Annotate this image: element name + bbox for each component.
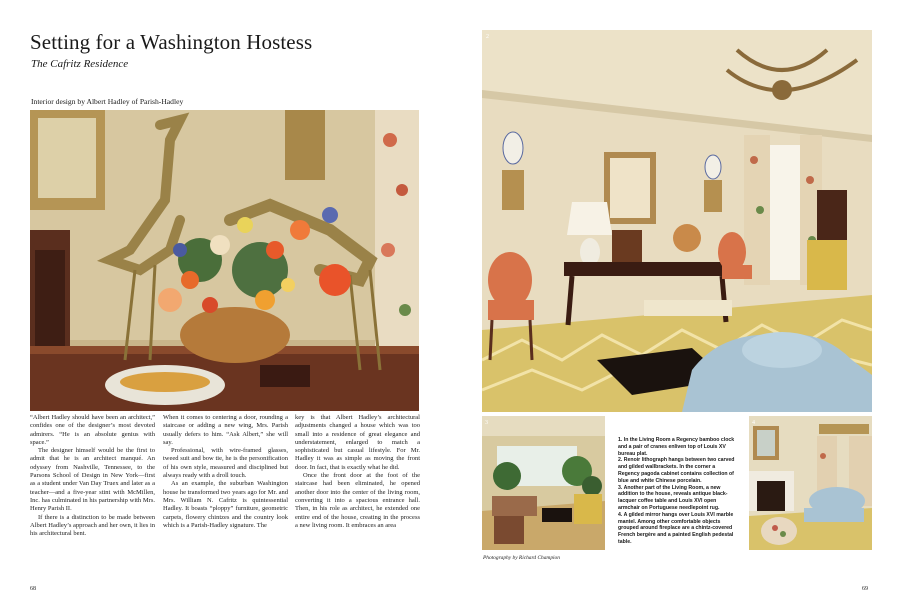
photo-number-2: 2 bbox=[486, 34, 489, 40]
photo-living-room bbox=[482, 30, 872, 412]
page-number-left: 68 bbox=[30, 586, 36, 592]
photo-captions bbox=[618, 437, 738, 546]
body-column-3 bbox=[295, 414, 420, 530]
paragraph: As an example, the suburban Washington house he transformed two years ago for Mr. and Mrs. William N. Cafritz is quintessential Hadley. It boasts “ploppy” furniture, geometric carpets, flowery chintzes and the country look which is a Parish-Hadley signature. The bbox=[163, 480, 288, 529]
caption-1: 1. In the Living Room a Regency bamboo clock and a pair of cranes enliven top of Louis XV bureau plat. bbox=[618, 437, 735, 457]
paragraph: “Albert Hadley should have been an architect,” confides one of the designer’s most devoted admirers. “He is an absolute genius with space.” bbox=[30, 414, 155, 446]
photo-cranes-flower-arrangement bbox=[30, 110, 419, 411]
body-column-2 bbox=[163, 414, 288, 530]
designer-credit: Interior design by Albert Hadley of Parish-Hadley bbox=[31, 97, 184, 106]
photo-fireplace bbox=[749, 416, 872, 550]
caption-2: 2. Renoir lithograph hangs between two carved and gilded wallbrackets. In the corner a Regency pagoda cabinet contains collection of blue and white Chinese porcelain. bbox=[618, 457, 735, 484]
page-number-right: 69 bbox=[862, 586, 868, 592]
article-subtitle: The Cafritz Residence bbox=[31, 58, 129, 70]
paragraph: key is that Albert Hadley’s architectural adjustments changed a house which was too small into a residence of great elegance and understatement, enlarged to match a sophisticated but casual lifestyle. For Mr. Hadley it was as simple as moving the front door. In fact, that is exactly what he did. bbox=[295, 414, 420, 471]
paragraph: When it comes to centering a door, rounding a staircase or adding a new wing, Mrs. Parish usually defers to him. “Ask Albert,” she will say. bbox=[163, 414, 288, 446]
photo-garden-room bbox=[482, 416, 605, 550]
paragraph: Professional, with wire-framed glasses, tweed suit and bow tie, he is the personification of his own style, measured and disciplined but always ready with a droll touch. bbox=[163, 447, 288, 480]
paragraph: If there is a distinction to be made between Albert Hadley’s approach and her own, it lies in his architectural bent. bbox=[30, 513, 155, 538]
article-title: Setting for a Washington Hostess bbox=[30, 30, 313, 54]
caption-4: 4. A gilded mirror hangs over Louis XVI marble mantel. Among other comfortable objects grouped around fireplace are a chintz-covered French bergère and a painted English pedestal table. bbox=[618, 511, 734, 545]
body-column-1 bbox=[30, 414, 155, 538]
paragraph: Once the front door at the foot of the staircase had been eliminated, he opened another door into the center of the living room, converting it into a spacious entrance hall. Then, in his role as architect, he extended one entire end of the house, creating in the process a new living room. It embraces an area bbox=[295, 472, 420, 529]
photo-number-4: 4 bbox=[752, 420, 755, 426]
photo-number-3: 3 bbox=[485, 420, 488, 426]
paragraph: The designer himself would be the first to admit that he is an architect manqué. An odyssey from Nashville, Tennessee, to the Parsons School of Design in New York—first as a student under Van Day Truex and later as a teacher—and a five-year stint with McMillen, Inc. has culminated in his partnership with Mrs. Henry Parish II. bbox=[30, 447, 155, 513]
photo-credit: Photography by Richard Champion bbox=[483, 555, 560, 561]
caption-3: 3. Another part of the Living Room, a new addition to the house, reveals antique black-lacquer coffee table and Louis XVI open armchair on Portuguese needlepoint rug. bbox=[618, 484, 728, 511]
